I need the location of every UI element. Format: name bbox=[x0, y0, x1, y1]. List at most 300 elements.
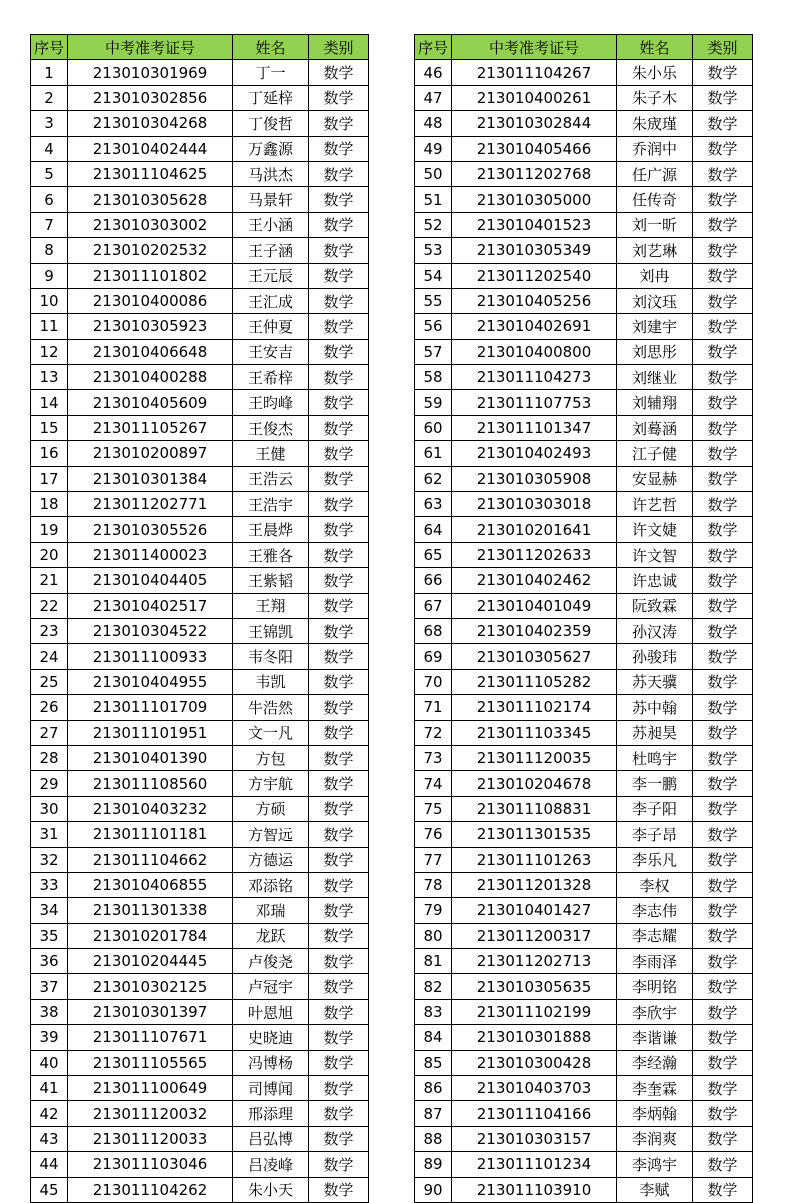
row-name: 马洪杰 bbox=[233, 161, 309, 186]
row-no: 3 bbox=[31, 111, 68, 136]
row-name: 李子昂 bbox=[617, 822, 693, 847]
row-category: 数学 bbox=[693, 187, 753, 212]
table-row bbox=[415, 441, 753, 466]
row-category: 数学 bbox=[693, 238, 753, 263]
roster-table-right bbox=[414, 34, 753, 1203]
table-row bbox=[31, 796, 369, 821]
row-exam-id: 213010405609 bbox=[68, 390, 233, 415]
row-no: 72 bbox=[415, 720, 452, 745]
row-category: 数学 bbox=[693, 568, 753, 593]
table-row bbox=[415, 1126, 753, 1151]
row-no: 80 bbox=[415, 923, 452, 948]
row-name: 卢俊尧 bbox=[233, 949, 309, 974]
row-exam-id: 213011101709 bbox=[68, 695, 233, 720]
row-no: 23 bbox=[31, 618, 68, 643]
row-no: 11 bbox=[31, 314, 68, 339]
table-row bbox=[31, 1177, 369, 1202]
row-no: 78 bbox=[415, 872, 452, 897]
row-exam-id: 213010201784 bbox=[68, 923, 233, 948]
row-no: 16 bbox=[31, 441, 68, 466]
row-name: 邓瑞 bbox=[233, 898, 309, 923]
row-name: 刘建宇 bbox=[617, 314, 693, 339]
roster-rows-right bbox=[415, 60, 753, 1203]
row-name: 王浩宇 bbox=[233, 492, 309, 517]
table-row bbox=[31, 872, 369, 897]
row-category: 数学 bbox=[693, 263, 753, 288]
row-category: 数学 bbox=[309, 847, 369, 872]
row-name: 苏中翰 bbox=[617, 695, 693, 720]
row-category: 数学 bbox=[309, 517, 369, 542]
row-exam-id: 213011105565 bbox=[68, 1050, 233, 1075]
row-exam-id: 213011107753 bbox=[452, 390, 617, 415]
row-name: 王希梓 bbox=[233, 365, 309, 390]
row-no: 37 bbox=[31, 974, 68, 999]
table-row bbox=[415, 720, 753, 745]
table-row bbox=[415, 1050, 753, 1075]
row-name: 孙汉涛 bbox=[617, 618, 693, 643]
header-no: 序号 bbox=[31, 35, 68, 60]
row-exam-id: 213011101234 bbox=[452, 1152, 617, 1177]
table-row bbox=[415, 618, 753, 643]
row-name: 安显赫 bbox=[617, 466, 693, 491]
row-no: 58 bbox=[415, 365, 452, 390]
row-category: 数学 bbox=[693, 949, 753, 974]
row-no: 81 bbox=[415, 949, 452, 974]
header-category: 类别 bbox=[693, 35, 753, 60]
row-name: 李志耀 bbox=[617, 923, 693, 948]
row-name: 李明铭 bbox=[617, 974, 693, 999]
row-no: 55 bbox=[415, 288, 452, 313]
row-exam-id: 213011108831 bbox=[452, 796, 617, 821]
table-row bbox=[31, 466, 369, 491]
row-no: 82 bbox=[415, 974, 452, 999]
row-category: 数学 bbox=[309, 669, 369, 694]
row-name: 李鸿宇 bbox=[617, 1152, 693, 1177]
row-name: 司博闻 bbox=[233, 1076, 309, 1101]
row-no: 53 bbox=[415, 238, 452, 263]
row-no: 66 bbox=[415, 568, 452, 593]
header-no: 序号 bbox=[415, 35, 452, 60]
row-exam-id: 213011301535 bbox=[452, 822, 617, 847]
row-exam-id: 213011103046 bbox=[68, 1152, 233, 1177]
row-exam-id: 213011101181 bbox=[68, 822, 233, 847]
row-name: 丁俊哲 bbox=[233, 111, 309, 136]
row-no: 64 bbox=[415, 517, 452, 542]
row-name: 马景轩 bbox=[233, 187, 309, 212]
row-name: 王汇成 bbox=[233, 288, 309, 313]
row-name: 冯博杨 bbox=[233, 1050, 309, 1075]
table-row bbox=[31, 568, 369, 593]
row-name: 乔润中 bbox=[617, 136, 693, 161]
table-row bbox=[415, 60, 753, 85]
row-category: 数学 bbox=[309, 720, 369, 745]
row-category: 数学 bbox=[693, 1025, 753, 1050]
row-no: 90 bbox=[415, 1177, 452, 1202]
row-category: 数学 bbox=[693, 441, 753, 466]
table-row bbox=[31, 1126, 369, 1151]
row-exam-id: 213010400288 bbox=[68, 365, 233, 390]
row-exam-id: 213010303157 bbox=[452, 1126, 617, 1151]
row-no: 1 bbox=[31, 60, 68, 85]
row-exam-id: 213010400800 bbox=[452, 339, 617, 364]
table-row bbox=[415, 161, 753, 186]
row-category: 数学 bbox=[309, 745, 369, 770]
table-row bbox=[415, 923, 753, 948]
row-name: 叶恩旭 bbox=[233, 999, 309, 1024]
row-no: 31 bbox=[31, 822, 68, 847]
table-row bbox=[415, 949, 753, 974]
row-name: 李志伟 bbox=[617, 898, 693, 923]
row-no: 7 bbox=[31, 212, 68, 237]
row-category: 数学 bbox=[309, 1076, 369, 1101]
table-row bbox=[31, 390, 369, 415]
header-name: 姓名 bbox=[233, 35, 309, 60]
row-exam-id: 213010401523 bbox=[452, 212, 617, 237]
row-category: 数学 bbox=[693, 212, 753, 237]
row-name: 史晓迪 bbox=[233, 1025, 309, 1050]
table-row bbox=[415, 238, 753, 263]
row-category: 数学 bbox=[309, 60, 369, 85]
row-category: 数学 bbox=[693, 314, 753, 339]
row-exam-id: 213010304268 bbox=[68, 111, 233, 136]
row-no: 89 bbox=[415, 1152, 452, 1177]
row-category: 数学 bbox=[693, 695, 753, 720]
row-no: 60 bbox=[415, 415, 452, 440]
row-name: 韦凯 bbox=[233, 669, 309, 694]
row-exam-id: 213010401390 bbox=[68, 745, 233, 770]
row-no: 59 bbox=[415, 390, 452, 415]
row-no: 70 bbox=[415, 669, 452, 694]
header-exam-id: 中考准考证号 bbox=[452, 35, 617, 60]
row-exam-id: 213010402444 bbox=[68, 136, 233, 161]
table-row bbox=[415, 1025, 753, 1050]
header-category: 类别 bbox=[309, 35, 369, 60]
row-name: 龙跃 bbox=[233, 923, 309, 948]
row-exam-id: 213011102199 bbox=[452, 999, 617, 1024]
row-exam-id: 213011108560 bbox=[68, 771, 233, 796]
table-row bbox=[31, 847, 369, 872]
row-no: 75 bbox=[415, 796, 452, 821]
row-category: 数学 bbox=[309, 161, 369, 186]
row-category: 数学 bbox=[693, 796, 753, 821]
table-row bbox=[415, 898, 753, 923]
row-exam-id: 213010400261 bbox=[452, 85, 617, 110]
row-exam-id: 213011101263 bbox=[452, 847, 617, 872]
row-category: 数学 bbox=[309, 466, 369, 491]
table-row bbox=[415, 872, 753, 897]
row-name: 方智远 bbox=[233, 822, 309, 847]
row-name: 李谐谦 bbox=[617, 1025, 693, 1050]
row-exam-id: 213010302856 bbox=[68, 85, 233, 110]
row-category: 数学 bbox=[693, 492, 753, 517]
table-row bbox=[31, 1025, 369, 1050]
row-no: 42 bbox=[31, 1101, 68, 1126]
row-no: 8 bbox=[31, 238, 68, 263]
row-no: 43 bbox=[31, 1126, 68, 1151]
row-name: 王浩云 bbox=[233, 466, 309, 491]
table-row bbox=[415, 466, 753, 491]
row-name: 李炳翰 bbox=[617, 1101, 693, 1126]
table-row bbox=[31, 898, 369, 923]
row-name: 李赋 bbox=[617, 1177, 693, 1202]
row-category: 数学 bbox=[309, 238, 369, 263]
row-name: 韦冬阳 bbox=[233, 644, 309, 669]
table-row bbox=[31, 492, 369, 517]
table-row bbox=[31, 441, 369, 466]
row-category: 数学 bbox=[693, 644, 753, 669]
row-category: 数学 bbox=[693, 771, 753, 796]
row-name: 刘艺琳 bbox=[617, 238, 693, 263]
row-exam-id: 213010402691 bbox=[452, 314, 617, 339]
table-row bbox=[31, 187, 369, 212]
table-row bbox=[415, 1076, 753, 1101]
row-category: 数学 bbox=[309, 949, 369, 974]
row-name: 王仲夏 bbox=[233, 314, 309, 339]
row-name: 邓添铭 bbox=[233, 872, 309, 897]
row-name: 吕弘博 bbox=[233, 1126, 309, 1151]
row-exam-id: 213011107671 bbox=[68, 1025, 233, 1050]
row-category: 数学 bbox=[309, 187, 369, 212]
row-no: 15 bbox=[31, 415, 68, 440]
row-no: 39 bbox=[31, 1025, 68, 1050]
row-category: 数学 bbox=[309, 212, 369, 237]
row-name: 卢冠宇 bbox=[233, 974, 309, 999]
table-row bbox=[31, 212, 369, 237]
row-no: 32 bbox=[31, 847, 68, 872]
row-category: 数学 bbox=[693, 415, 753, 440]
row-name: 丁一 bbox=[233, 60, 309, 85]
row-exam-id: 213010302844 bbox=[452, 111, 617, 136]
table-row bbox=[31, 949, 369, 974]
table-row bbox=[415, 974, 753, 999]
row-no: 26 bbox=[31, 695, 68, 720]
row-name: 阮致霖 bbox=[617, 593, 693, 618]
row-no: 62 bbox=[415, 466, 452, 491]
row-exam-id: 213011301338 bbox=[68, 898, 233, 923]
row-exam-id: 213010401049 bbox=[452, 593, 617, 618]
table-row bbox=[415, 796, 753, 821]
table-row bbox=[415, 339, 753, 364]
row-name: 李润爽 bbox=[617, 1126, 693, 1151]
table-row bbox=[415, 263, 753, 288]
row-name: 刘辅翔 bbox=[617, 390, 693, 415]
row-name: 万鑫源 bbox=[233, 136, 309, 161]
row-exam-id: 213010402517 bbox=[68, 593, 233, 618]
row-no: 44 bbox=[31, 1152, 68, 1177]
row-name: 许文婕 bbox=[617, 517, 693, 542]
table-row bbox=[415, 999, 753, 1024]
table-row bbox=[415, 644, 753, 669]
row-category: 数学 bbox=[693, 593, 753, 618]
row-category: 数学 bbox=[309, 85, 369, 110]
table-row bbox=[31, 618, 369, 643]
table-row bbox=[415, 1177, 753, 1202]
row-exam-id: 213011103345 bbox=[452, 720, 617, 745]
row-name: 王晨烨 bbox=[233, 517, 309, 542]
row-name: 刘继业 bbox=[617, 365, 693, 390]
row-no: 18 bbox=[31, 492, 68, 517]
row-category: 数学 bbox=[309, 492, 369, 517]
row-category: 数学 bbox=[693, 872, 753, 897]
table-row bbox=[415, 822, 753, 847]
table-row bbox=[31, 263, 369, 288]
row-exam-id: 213010204445 bbox=[68, 949, 233, 974]
row-exam-id: 213010403232 bbox=[68, 796, 233, 821]
row-category: 数学 bbox=[309, 339, 369, 364]
row-exam-id: 213010200897 bbox=[68, 441, 233, 466]
row-name: 李一鹏 bbox=[617, 771, 693, 796]
row-no: 25 bbox=[31, 669, 68, 694]
row-exam-id: 213010302125 bbox=[68, 974, 233, 999]
row-exam-id: 213010402462 bbox=[452, 568, 617, 593]
row-category: 数学 bbox=[309, 796, 369, 821]
row-category: 数学 bbox=[693, 974, 753, 999]
table-row bbox=[415, 415, 753, 440]
row-exam-id: 213011104273 bbox=[452, 365, 617, 390]
row-category: 数学 bbox=[693, 1126, 753, 1151]
table-row bbox=[31, 822, 369, 847]
row-name: 王子涵 bbox=[233, 238, 309, 263]
row-exam-id: 213010301888 bbox=[452, 1025, 617, 1050]
row-name: 方宇航 bbox=[233, 771, 309, 796]
row-no: 9 bbox=[31, 263, 68, 288]
row-name: 李子阳 bbox=[617, 796, 693, 821]
table-row bbox=[31, 1076, 369, 1101]
row-exam-id: 213011101951 bbox=[68, 720, 233, 745]
row-category: 数学 bbox=[693, 517, 753, 542]
row-category: 数学 bbox=[693, 136, 753, 161]
row-no: 79 bbox=[415, 898, 452, 923]
row-name: 王安吉 bbox=[233, 339, 309, 364]
row-exam-id: 213011102174 bbox=[452, 695, 617, 720]
row-name: 任广源 bbox=[617, 161, 693, 186]
row-name: 王昀峰 bbox=[233, 390, 309, 415]
table-row bbox=[31, 644, 369, 669]
table-row bbox=[415, 669, 753, 694]
table-row bbox=[415, 212, 753, 237]
row-category: 数学 bbox=[693, 822, 753, 847]
row-category: 数学 bbox=[693, 85, 753, 110]
row-category: 数学 bbox=[693, 60, 753, 85]
row-no: 76 bbox=[415, 822, 452, 847]
row-category: 数学 bbox=[693, 923, 753, 948]
row-exam-id: 213011104262 bbox=[68, 1177, 233, 1202]
row-category: 数学 bbox=[309, 542, 369, 567]
row-name: 孙骏玮 bbox=[617, 644, 693, 669]
row-category: 数学 bbox=[309, 644, 369, 669]
row-exam-id: 213010305526 bbox=[68, 517, 233, 542]
row-exam-id: 213011200317 bbox=[452, 923, 617, 948]
row-no: 4 bbox=[31, 136, 68, 161]
row-no: 5 bbox=[31, 161, 68, 186]
row-exam-id: 213010305628 bbox=[68, 187, 233, 212]
row-category: 数学 bbox=[309, 999, 369, 1024]
table-row bbox=[31, 1152, 369, 1177]
row-exam-id: 213010202532 bbox=[68, 238, 233, 263]
row-no: 83 bbox=[415, 999, 452, 1024]
row-name: 朱宬瑾 bbox=[617, 111, 693, 136]
row-no: 45 bbox=[31, 1177, 68, 1202]
row-no: 33 bbox=[31, 872, 68, 897]
row-name: 杜鸣宇 bbox=[617, 745, 693, 770]
row-exam-id: 213011100649 bbox=[68, 1076, 233, 1101]
row-name: 王元辰 bbox=[233, 263, 309, 288]
row-name: 文一凡 bbox=[233, 720, 309, 745]
row-category: 数学 bbox=[693, 111, 753, 136]
row-name: 吕凌峰 bbox=[233, 1152, 309, 1177]
row-category: 数学 bbox=[693, 365, 753, 390]
row-exam-id: 213010401427 bbox=[452, 898, 617, 923]
row-exam-id: 213011100933 bbox=[68, 644, 233, 669]
row-name: 李奎霖 bbox=[617, 1076, 693, 1101]
table-row bbox=[31, 923, 369, 948]
row-category: 数学 bbox=[693, 339, 753, 364]
row-category: 数学 bbox=[693, 1076, 753, 1101]
table-row bbox=[31, 745, 369, 770]
row-no: 48 bbox=[415, 111, 452, 136]
row-exam-id: 213011202540 bbox=[452, 263, 617, 288]
row-no: 29 bbox=[31, 771, 68, 796]
table-row bbox=[31, 111, 369, 136]
row-name: 朱小天 bbox=[233, 1177, 309, 1202]
table-row bbox=[31, 542, 369, 567]
table-row bbox=[31, 339, 369, 364]
row-exam-id: 213010305627 bbox=[452, 644, 617, 669]
row-name: 李雨泽 bbox=[617, 949, 693, 974]
row-exam-id: 213010305923 bbox=[68, 314, 233, 339]
row-exam-id: 213011104662 bbox=[68, 847, 233, 872]
row-no: 68 bbox=[415, 618, 452, 643]
row-name: 方德运 bbox=[233, 847, 309, 872]
table-row bbox=[415, 85, 753, 110]
row-exam-id: 213010301397 bbox=[68, 999, 233, 1024]
row-no: 65 bbox=[415, 542, 452, 567]
row-category: 数学 bbox=[309, 695, 369, 720]
row-exam-id: 213011400023 bbox=[68, 542, 233, 567]
row-exam-id: 213010405256 bbox=[452, 288, 617, 313]
table-row bbox=[31, 288, 369, 313]
row-exam-id: 213011103910 bbox=[452, 1177, 617, 1202]
table-row bbox=[31, 365, 369, 390]
row-category: 数学 bbox=[693, 720, 753, 745]
row-category: 数学 bbox=[693, 288, 753, 313]
table-row bbox=[415, 695, 753, 720]
row-exam-id: 213010402493 bbox=[452, 441, 617, 466]
row-exam-id: 213011201328 bbox=[452, 872, 617, 897]
table-row bbox=[415, 593, 753, 618]
row-no: 21 bbox=[31, 568, 68, 593]
table-row bbox=[415, 1101, 753, 1126]
row-category: 数学 bbox=[309, 1025, 369, 1050]
row-exam-id: 213011202771 bbox=[68, 492, 233, 517]
row-exam-id: 213010300428 bbox=[452, 1050, 617, 1075]
row-no: 13 bbox=[31, 365, 68, 390]
row-no: 69 bbox=[415, 644, 452, 669]
row-no: 71 bbox=[415, 695, 452, 720]
table-row bbox=[31, 720, 369, 745]
roster-rows-left bbox=[31, 60, 369, 1203]
row-name: 任传奇 bbox=[617, 187, 693, 212]
row-name: 许文智 bbox=[617, 542, 693, 567]
row-category: 数学 bbox=[309, 568, 369, 593]
row-exam-id: 213010305635 bbox=[452, 974, 617, 999]
row-no: 20 bbox=[31, 542, 68, 567]
row-name: 王小涵 bbox=[233, 212, 309, 237]
row-category: 数学 bbox=[309, 872, 369, 897]
row-name: 李欣宇 bbox=[617, 999, 693, 1024]
table-row bbox=[415, 492, 753, 517]
row-category: 数学 bbox=[309, 771, 369, 796]
